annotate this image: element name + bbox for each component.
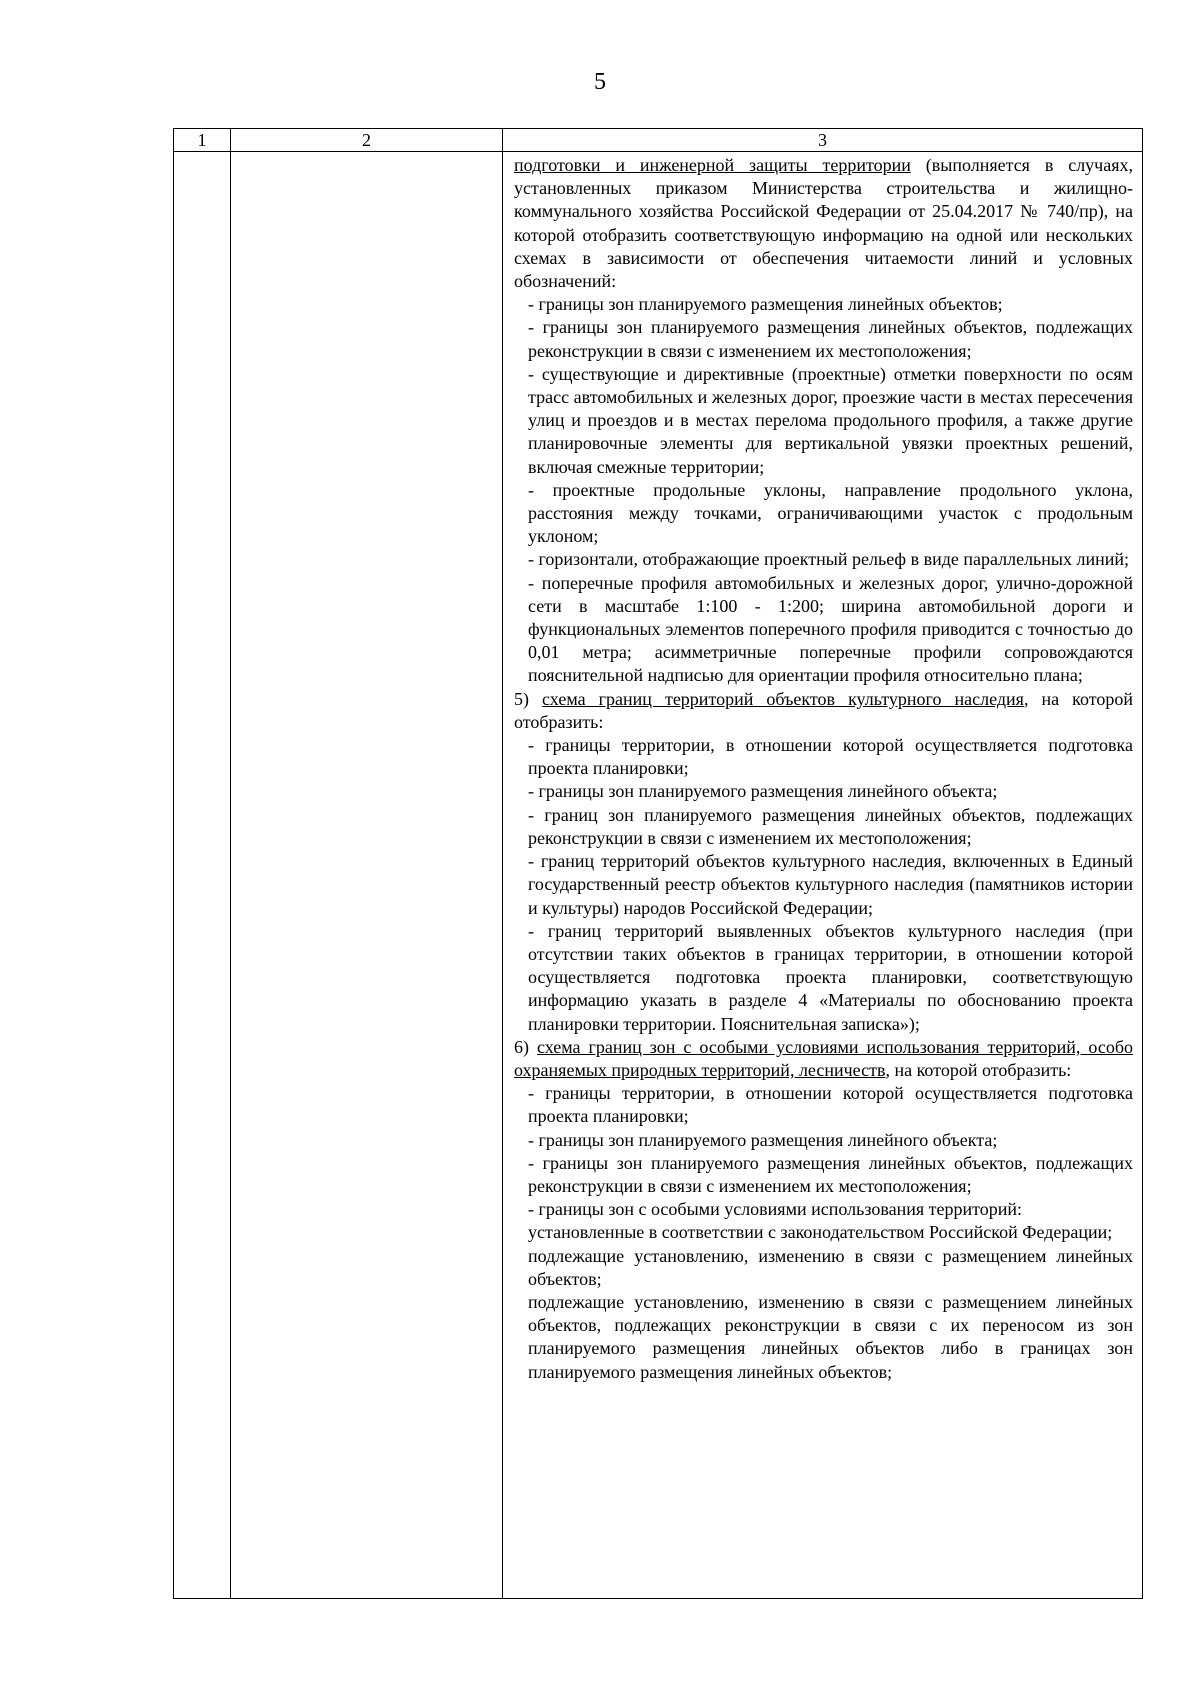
page-number: 5 [594,69,606,95]
text-span: - горизонтали, отображающие проектный рельеф в виде параллельных линий; [528,549,1130,570]
paragraph [514,688,1133,734]
cell-column-1 [174,152,231,1599]
requirements-text [503,152,1142,1384]
table-header-row [174,129,1143,152]
underlined-heading: схема границ зон с особыми условиями использования территорий, особо охраняемых природных территорий, лесничеств [514,1036,1133,1080]
column-header-3: 3 [503,129,1143,152]
text-span: - проектные продольные уклоны, направление продольного уклона, расстояния между точками, ограничивающими участок с продольным уклоном; [528,479,1133,547]
text-span: , на которой отобразить: [514,688,1134,732]
text-span: подлежащие установлению, изменению в связи с размещением линейных объектов; [528,1245,1133,1289]
text-span: - существующие и директивные (проектные) отметки поверхности по осям трасс автомобильных и железных дорог, проезжие части в местах пересечения улиц и проездов и в местах перелома продольного профиля, а также другие планировочные элементы для вертикальной увязки проектных решений, включая смежные территории; [528,363,1133,477]
paragraph [514,1152,1133,1198]
column-header-2: 2 [231,129,503,152]
underlined-heading: схема границ территорий объектов культурного наследия [542,688,1024,709]
paragraph [514,1082,1133,1128]
underlined-heading: подготовки и инженерной защиты территории [514,155,911,175]
cell-column-3 [503,152,1143,1599]
paragraph [514,548,1133,571]
text-span: - границы зон планируемого размещения линейных объектов; [528,294,1003,315]
text-span: - границы зон с особыми условиями использования территорий: [528,1199,1022,1220]
paragraph [514,154,1133,293]
paragraph [514,780,1133,803]
text-span: - границы территории, в отношении которой осуществляется подготовка проекта планировки; [528,735,1133,779]
text-span: - границ территорий выявленных объектов культурного наследия (при отсутствии таких объектов в границах территории, в отношении которой осуществляется подготовка проекта планировки, соответствующую информацию указать в разделе 4 «Материалы по обоснованию проекта планировки территории. Пояснительная записка»); [528,920,1133,1034]
paragraph [514,363,1133,479]
paragraph [514,850,1133,920]
paragraph [514,804,1133,850]
table-row [174,152,1143,1599]
text-span: установленные в соответствии с законодательством Российской Федерации; [528,1222,1113,1243]
paragraph [514,1245,1133,1291]
paragraph [514,1221,1133,1244]
text-span: - границы зон планируемого размещения линейных объектов, подлежащих реконструкции в связи с изменением их местоположения; [528,317,1133,361]
paragraph [514,572,1133,688]
paragraph [514,1129,1133,1152]
cell-column-2 [231,152,503,1599]
paragraph [514,920,1133,1036]
text-span: - границ зон планируемого размещения линейных объектов, подлежащих реконструкции в связи с изменением их местоположения; [528,804,1133,848]
text-span: - поперечные профиля автомобильных и железных дорог, улично-дорожной сети в масштабе 1:100 - 1:200; ширина автомобильной дороги и функциональных элементов поперечного профиля приводится с точностью до 0,01 метра; асимметричные поперечные профили сопровождаются пояснительной надписью для ориентации профиля относительно плана; [528,572,1133,686]
document-table [173,128,1143,1599]
text-span: - границы зон планируемого размещения линейного объекта; [528,781,998,802]
text-span: - границ территорий объектов культурного наследия, включенных в Единый государственный реестр объектов культурного наследия (памятников истории и культуры) народов Российской Федерации; [528,851,1133,918]
paragraph [514,479,1133,549]
paragraph [514,734,1133,780]
text-span: , на которой отобразить: [885,1059,1072,1080]
paragraph [514,293,1133,316]
paragraph [514,1291,1133,1384]
text-span: 6) [514,1036,537,1057]
text-span: - границы зон планируемого размещения линейных объектов, подлежащих реконструкции в связи с изменением их местоположения; [528,1152,1133,1196]
text-span: 5) [514,688,543,709]
text-span: - границы территории, в отношении которой осуществляется подготовка проекта планировки; [528,1083,1133,1127]
paragraph [514,1036,1133,1082]
column-header-1: 1 [174,129,231,152]
text-span: подлежащие установлению, изменению в связи с размещением линейных объектов, подлежащих реконструкции в связи с их переносом из зон планируемого размещения линейных объектов либо в границах зон планируемого размещения линейных объектов; [528,1291,1133,1382]
text-span: - границы зон планируемого размещения линейного объекта; [528,1129,998,1150]
paragraph [514,316,1133,362]
paragraph [514,1198,1133,1221]
text-span: (выполняется в случаях, установленных приказом Министерства строительства и жилищно-коммунального хозяйства Российской Федерации от 25.04.2017 № 740/пр), на которой отобразить соответствующую информацию на одной или нескольких схемах в зависимости от обеспечения читаемости линий и условных обозначений: [514,155,1133,292]
